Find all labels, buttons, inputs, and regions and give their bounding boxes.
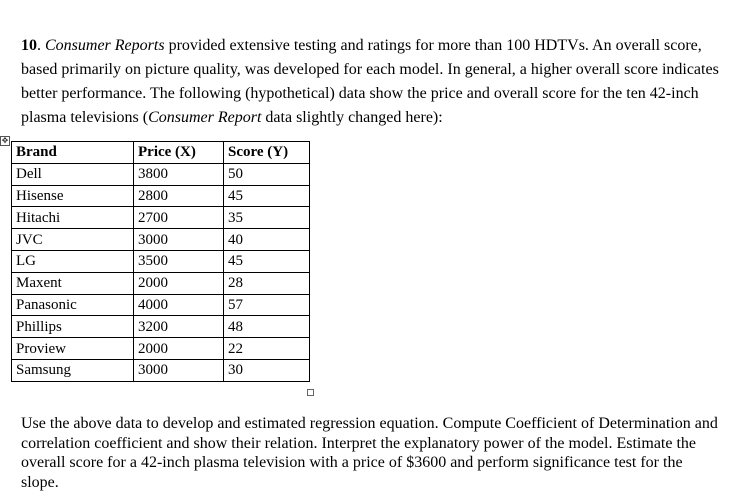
score-cell: 40: [224, 229, 310, 251]
price-cell: 4000: [134, 294, 224, 316]
table-row: [12, 229, 310, 251]
question-text: Use the above data to develop and estimated regression equation. Compute Coefficient of Determination and correlation coefficient and show their relation. Interpret the explanatory power of the model. Estimate the overall score for a 42-inch plasma television with a price of $3600 and perform significance test for the slope.: [21, 415, 718, 491]
price-cell: 2000: [134, 272, 224, 294]
header-score: Score (Y): [224, 142, 310, 164]
table-resize-handle-icon[interactable]: [307, 389, 314, 396]
source-name: Consumer Reports: [45, 37, 165, 54]
score-cell: 22: [224, 338, 310, 360]
table-header-row: [12, 142, 310, 164]
score-cell: 35: [224, 207, 310, 229]
brand-cell: Hitachi: [12, 207, 134, 229]
price-cell: 2000: [134, 338, 224, 360]
price-cell: 3000: [134, 229, 224, 251]
brand-cell: Proview: [12, 338, 134, 360]
table-row: [12, 294, 310, 316]
brand-cell: Panasonic: [12, 294, 134, 316]
table-move-handle-icon[interactable]: ✥: [1, 136, 9, 145]
price-cell: 3500: [134, 250, 224, 272]
brand-cell: Maxent: [12, 272, 134, 294]
price-cell: 3000: [134, 359, 224, 381]
score-cell: 28: [224, 272, 310, 294]
table-row: [12, 207, 310, 229]
brand-cell: Dell: [12, 163, 134, 185]
brand-cell: Samsung: [12, 359, 134, 381]
price-score-table: [11, 141, 310, 382]
table-row: [12, 163, 310, 185]
price-cell: 3200: [134, 316, 224, 338]
intro-text-b: provided extensive testing and ratings for more than 100 HDTVs. An overall score, based primarily on picture quality, was developed for each model. In general, a higher overall score indicates better performance. The following (hypothetical) data show the price and overall score for the ten 42-inch plasma televisions (: [21, 37, 719, 126]
source-name-2: Consumer Report: [148, 109, 262, 126]
price-cell: 2800: [134, 185, 224, 207]
table-row: [12, 316, 310, 338]
table-row: [12, 338, 310, 360]
intro-text-a: .: [37, 37, 45, 54]
header-price: Price (X): [134, 142, 224, 164]
brand-cell: Phillips: [12, 316, 134, 338]
table-row: [12, 250, 310, 272]
header-brand: Brand: [12, 142, 134, 164]
table-row: [12, 359, 310, 381]
score-cell: 45: [224, 250, 310, 272]
brand-cell: Hisense: [12, 185, 134, 207]
score-cell: 50: [224, 163, 310, 185]
problem-number: 10: [21, 37, 37, 54]
price-cell: 2700: [134, 207, 224, 229]
score-cell: 45: [224, 185, 310, 207]
brand-cell: JVC: [12, 229, 134, 251]
score-cell: 30: [224, 359, 310, 381]
table-row: [12, 272, 310, 294]
problem-intro: [21, 34, 721, 130]
intro-text-c: data slightly changed here):: [261, 109, 443, 126]
score-cell: 57: [224, 294, 310, 316]
score-cell: 48: [224, 316, 310, 338]
brand-cell: LG: [12, 250, 134, 272]
table-row: [12, 185, 310, 207]
price-cell: 3800: [134, 163, 224, 185]
